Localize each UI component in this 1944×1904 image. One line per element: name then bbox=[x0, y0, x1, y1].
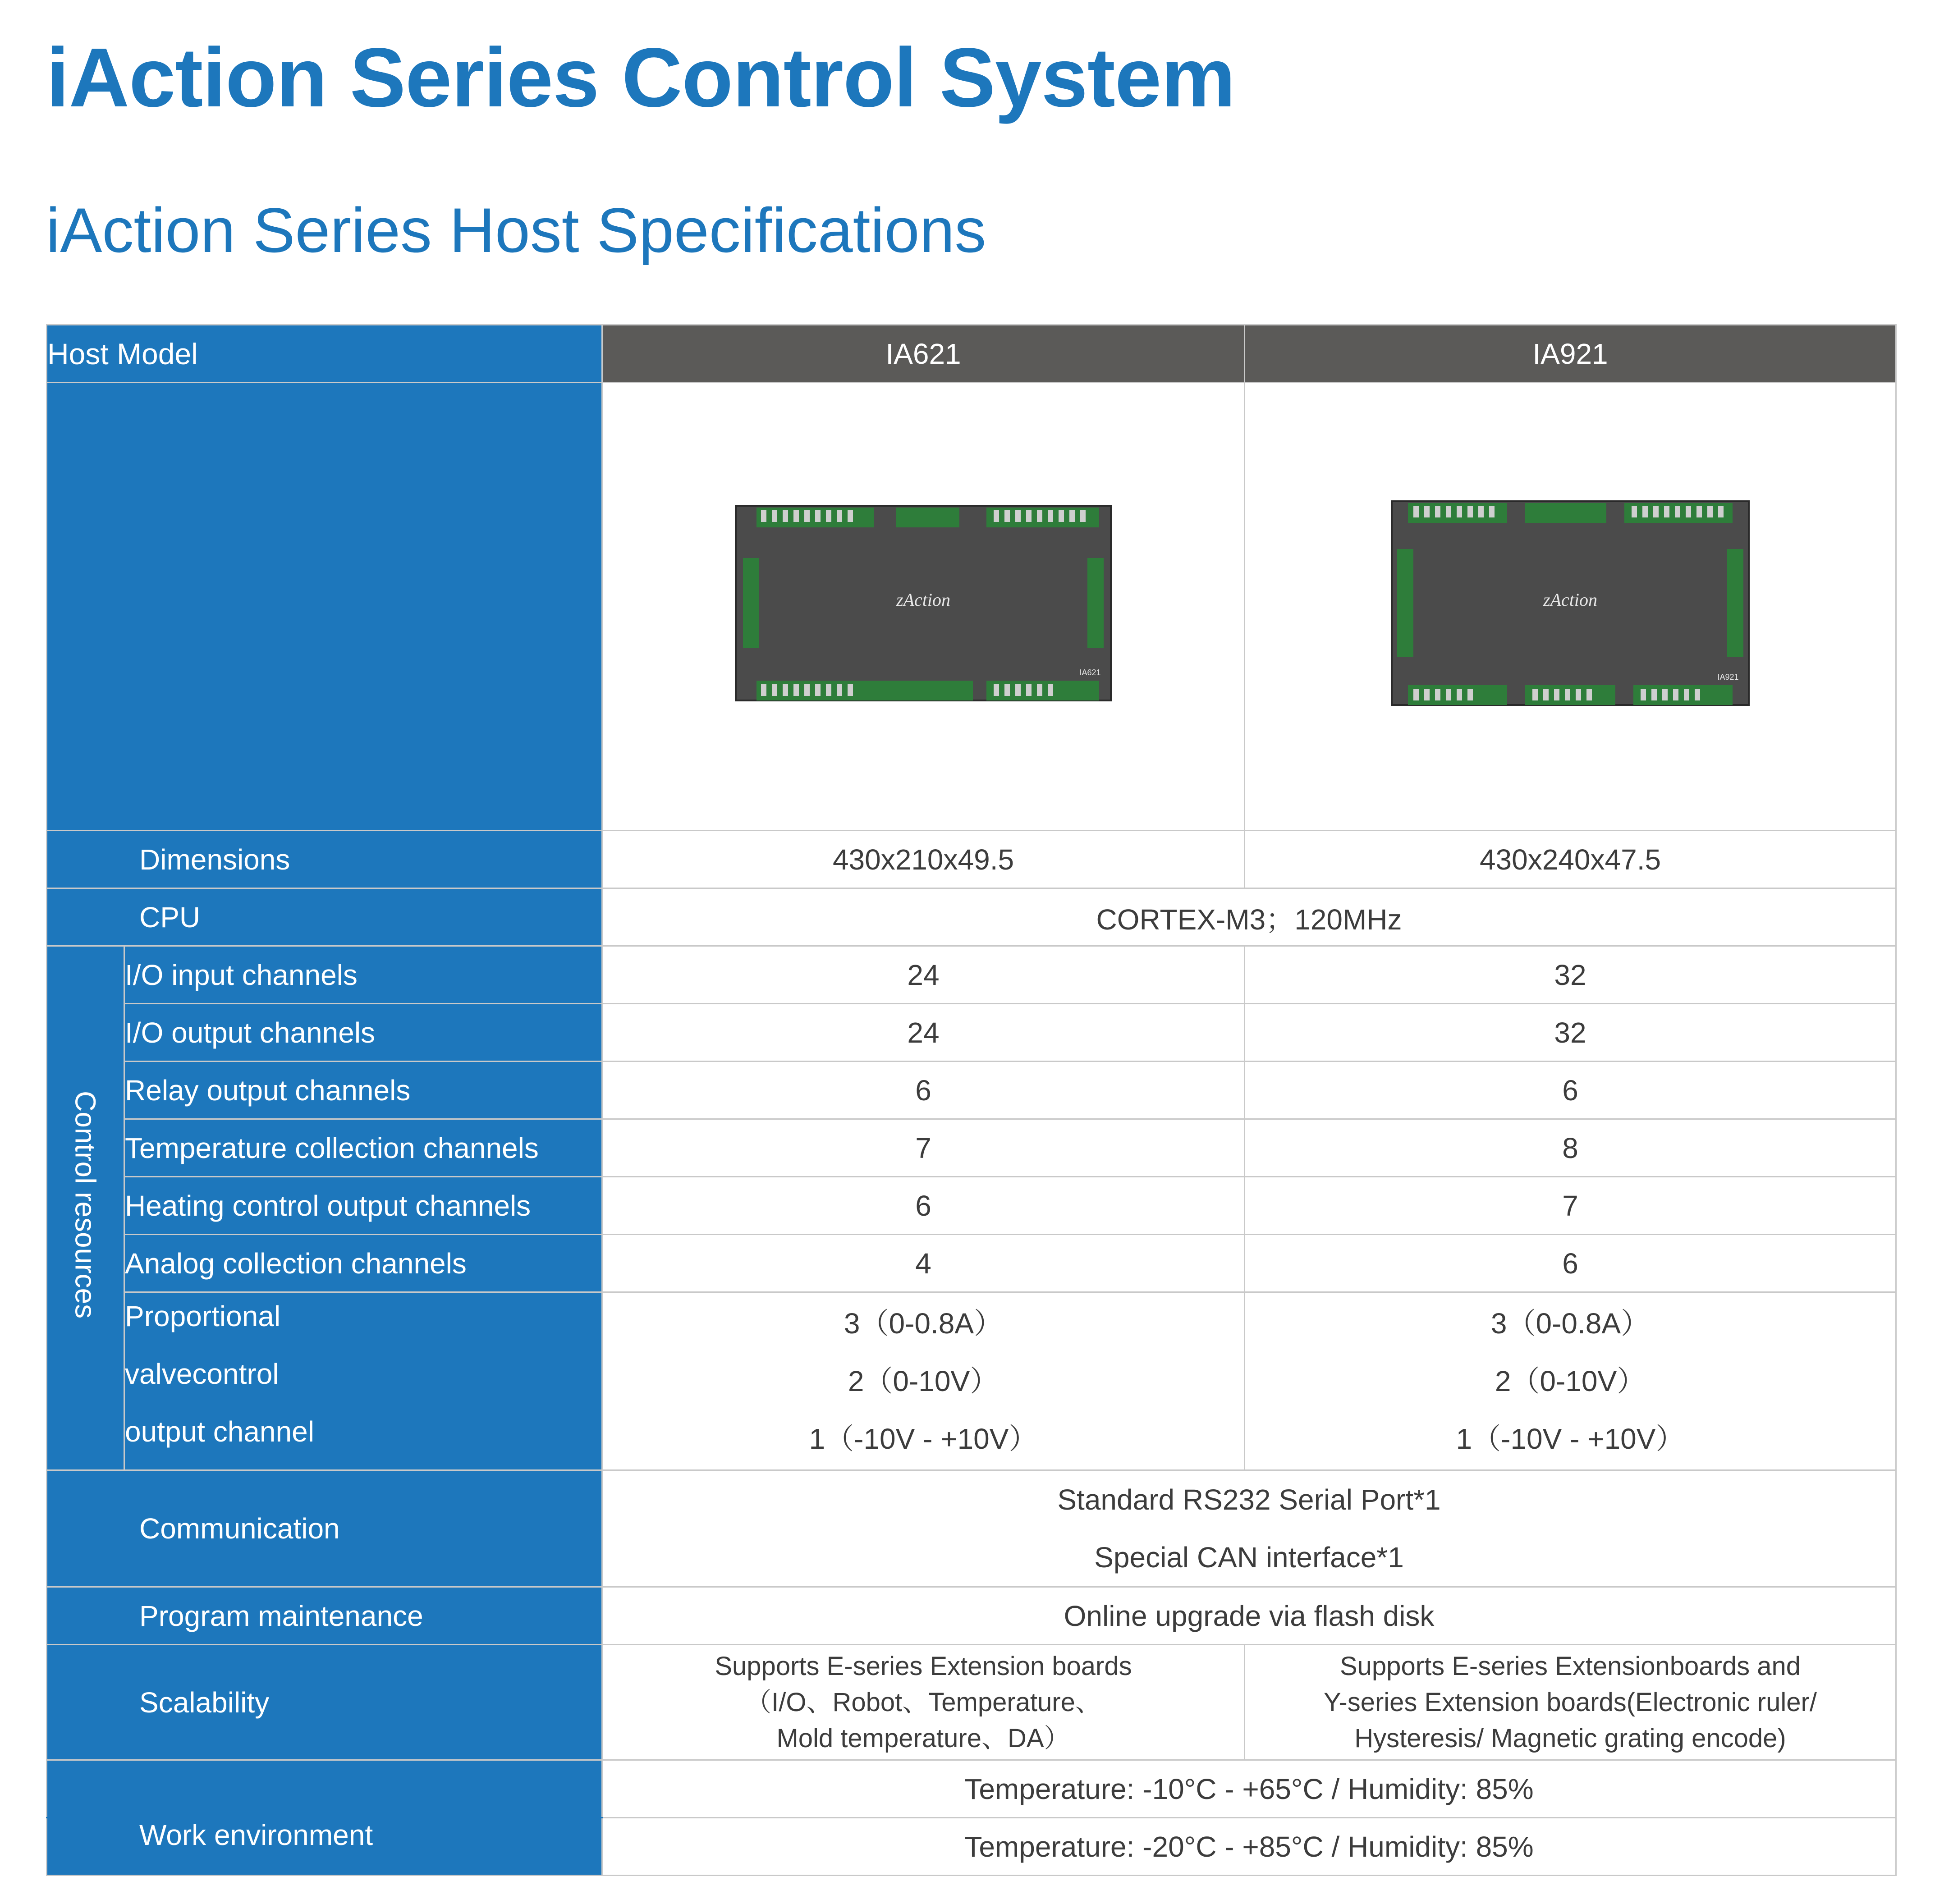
io-output-label: I/O output channels bbox=[124, 1004, 602, 1062]
heating-control-label: Heating control output channels bbox=[124, 1177, 602, 1235]
scalability-line: Supports E-series Extension boards bbox=[715, 1651, 1132, 1681]
scalability-line: Hysteresis/ Magnetic grating encode) bbox=[1354, 1723, 1786, 1753]
proportional-label-line: output channel bbox=[125, 1415, 314, 1448]
relay-output-label: Relay output channels bbox=[124, 1062, 602, 1119]
proportional-valve-ia621 bbox=[602, 1292, 1245, 1470]
scalability-line: Supports E-series Extensionboards and bbox=[1339, 1651, 1801, 1681]
control-resources-label: Control resources bbox=[69, 1090, 102, 1319]
io-input-ia621: 24 bbox=[602, 946, 1245, 1004]
dimensions-ia921: 430x240x47.5 bbox=[1245, 831, 1896, 888]
temperature-collection-ia921: 8 bbox=[1245, 1119, 1896, 1177]
io-output-ia921: 32 bbox=[1245, 1004, 1896, 1062]
analog-collection-ia621: 4 bbox=[602, 1235, 1245, 1292]
product-image-ia921 bbox=[1245, 383, 1896, 831]
controller-board-image bbox=[734, 504, 1113, 702]
row-communication bbox=[47, 1470, 1896, 1587]
row-scalability bbox=[47, 1645, 1896, 1760]
temperature-collection-label: Temperature collection channels bbox=[124, 1119, 602, 1177]
work-environment-label-top bbox=[47, 1760, 602, 1818]
model-ia621: IA621 bbox=[602, 325, 1245, 383]
heating-control-ia621: 6 bbox=[602, 1177, 1245, 1235]
controller-board-image bbox=[1390, 499, 1751, 707]
control-resources-group bbox=[47, 946, 124, 1470]
row-dimensions bbox=[47, 831, 1896, 888]
relay-output-ia921: 6 bbox=[1245, 1062, 1896, 1119]
proportional-value-line: 1（-10V - +10V） bbox=[1456, 1423, 1685, 1455]
row-io-input bbox=[47, 946, 1896, 1004]
scalability-label: Scalability bbox=[47, 1645, 602, 1760]
section-subtitle: iAction Series Host Specifications bbox=[46, 195, 986, 265]
row-work-environment-1 bbox=[47, 1760, 1896, 1818]
scalability-ia621 bbox=[602, 1645, 1245, 1760]
cpu-value: CORTEX-M3；120MHz bbox=[602, 888, 1896, 946]
dimensions-ia621: 430x210x49.5 bbox=[602, 831, 1245, 888]
proportional-value-line: 3（0-0.8A） bbox=[844, 1307, 1003, 1340]
communication-label: Communication bbox=[47, 1470, 602, 1587]
row-heating-control bbox=[47, 1177, 1896, 1235]
work-environment-label: Work environment bbox=[47, 1818, 602, 1876]
proportional-label-line: Proportional bbox=[125, 1300, 281, 1332]
scalability-line: （I/O、Robot、Temperature、 bbox=[745, 1687, 1101, 1717]
dimensions-label: Dimensions bbox=[47, 831, 602, 888]
spec-table bbox=[46, 324, 1897, 1876]
proportional-value-line: 1（-10V - +10V） bbox=[809, 1423, 1038, 1455]
proportional-value-line: 2（0-10V） bbox=[1495, 1365, 1646, 1397]
row-proportional-valve bbox=[47, 1292, 1896, 1470]
proportional-value-line: 2（0-10V） bbox=[848, 1365, 999, 1397]
scalability-line: Mold temperature、DA） bbox=[776, 1723, 1070, 1753]
io-input-ia921: 32 bbox=[1245, 946, 1896, 1004]
work-environment-line-2: Temperature: -20°C - +85°C / Humidity: 85% bbox=[602, 1818, 1896, 1876]
row-io-output bbox=[47, 1004, 1896, 1062]
product-image-ia621 bbox=[602, 383, 1245, 831]
proportional-value-line: 3（0-0.8A） bbox=[1490, 1307, 1650, 1340]
model-ia921: IA921 bbox=[1245, 325, 1896, 383]
proportional-valve-ia921 bbox=[1245, 1292, 1896, 1470]
image-row-label bbox=[47, 383, 602, 831]
temperature-collection-ia621: 7 bbox=[602, 1119, 1245, 1177]
program-maintenance-value: Online upgrade via flash disk bbox=[602, 1587, 1896, 1645]
row-temperature-collection bbox=[47, 1119, 1896, 1177]
row-work-environment-2 bbox=[47, 1818, 1896, 1876]
io-output-ia621: 24 bbox=[602, 1004, 1245, 1062]
scalability-ia921 bbox=[1245, 1645, 1896, 1760]
proportional-valve-label bbox=[124, 1292, 602, 1470]
heating-control-ia921: 7 bbox=[1245, 1177, 1896, 1235]
row-analog-collection bbox=[47, 1235, 1896, 1292]
page-title: iAction Series Control System bbox=[46, 31, 1235, 124]
analog-collection-label: Analog collection channels bbox=[124, 1235, 602, 1292]
host-model-label: Host Model bbox=[47, 325, 602, 383]
board-model-tag: IA621 bbox=[1079, 668, 1101, 677]
io-input-label: I/O input channels bbox=[124, 946, 602, 1004]
cpu-label: CPU bbox=[47, 888, 602, 946]
board-brand-label: zAction bbox=[1543, 590, 1597, 610]
row-relay-output bbox=[47, 1062, 1896, 1119]
image-row bbox=[47, 383, 1896, 831]
board-brand-label: zAction bbox=[896, 590, 950, 610]
relay-output-ia621: 6 bbox=[602, 1062, 1245, 1119]
board-model-tag: IA921 bbox=[1717, 673, 1739, 682]
communication-line: Standard RS232 Serial Port*1 bbox=[1057, 1483, 1441, 1516]
row-cpu bbox=[47, 888, 1896, 946]
program-maintenance-label: Program maintenance bbox=[47, 1587, 602, 1645]
row-program-maintenance bbox=[47, 1587, 1896, 1645]
work-environment-line-1: Temperature: -10°C - +65°C / Humidity: 85% bbox=[602, 1760, 1896, 1818]
analog-collection-ia921: 6 bbox=[1245, 1235, 1896, 1292]
proportional-label-line: valvecontrol bbox=[125, 1358, 279, 1390]
scalability-line: Y-series Extension boards(Electronic ruler/ bbox=[1324, 1687, 1817, 1717]
header-row bbox=[47, 325, 1896, 383]
communication-line: Special CAN interface*1 bbox=[1094, 1541, 1404, 1574]
communication-value bbox=[602, 1470, 1896, 1587]
